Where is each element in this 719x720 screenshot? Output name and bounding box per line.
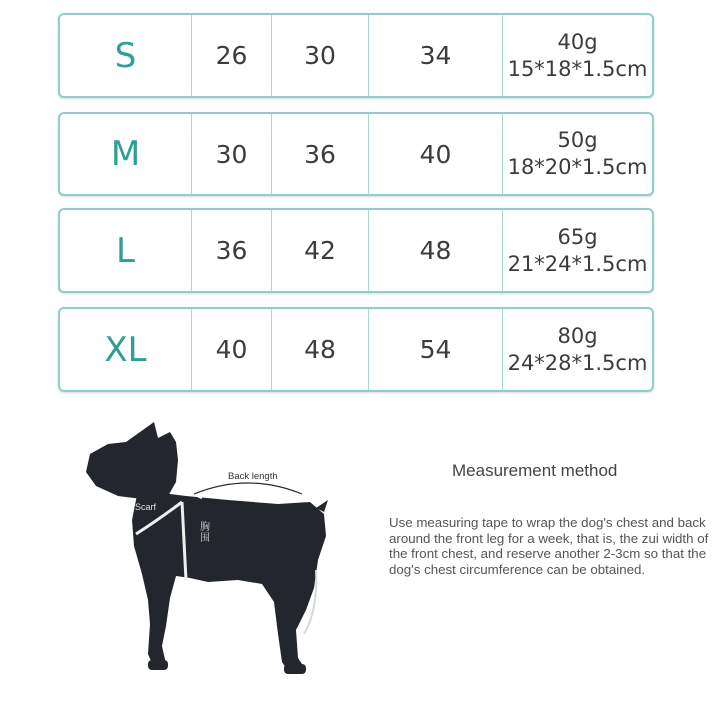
size-row-s bbox=[58, 13, 654, 98]
weight-dimensions bbox=[503, 210, 652, 291]
weight-dimensions bbox=[503, 309, 652, 390]
chest-label: 胸围 bbox=[200, 522, 210, 544]
dimensions-value: 24*28*1.5cm bbox=[507, 350, 648, 375]
measure-value-1: 36 bbox=[192, 210, 272, 291]
measure-value-3: 48 bbox=[369, 210, 503, 291]
size-label: S bbox=[60, 15, 192, 96]
size-label: M bbox=[60, 114, 192, 194]
measure-value-2: 48 bbox=[272, 309, 369, 390]
back-length-label: Back length bbox=[228, 471, 278, 482]
weight-value: 80g bbox=[557, 323, 598, 348]
measure-value-3: 54 bbox=[369, 309, 503, 390]
measure-value-3: 34 bbox=[369, 15, 503, 96]
size-row-xl bbox=[58, 307, 654, 392]
weight-dimensions bbox=[503, 114, 652, 194]
measure-value-1: 30 bbox=[192, 114, 272, 194]
dog-silhouette bbox=[86, 422, 328, 674]
method-title: Measurement method bbox=[452, 461, 618, 480]
weight-value: 40g bbox=[557, 29, 598, 54]
weight-value: 50g bbox=[557, 128, 598, 152]
measure-value-2: 42 bbox=[272, 210, 369, 291]
size-row-m bbox=[58, 112, 654, 196]
dog-silhouette-figure bbox=[78, 420, 338, 685]
measure-value-1: 26 bbox=[192, 15, 272, 96]
size-row-l bbox=[58, 208, 654, 293]
dimensions-value: 21*24*1.5cm bbox=[507, 251, 648, 276]
weight-value: 65g bbox=[557, 224, 598, 249]
measure-value-3: 40 bbox=[369, 114, 503, 194]
dimensions-value: 15*18*1.5cm bbox=[507, 56, 648, 81]
size-label: L bbox=[60, 210, 192, 291]
measure-value-2: 30 bbox=[272, 15, 369, 96]
measure-value-1: 40 bbox=[192, 309, 272, 390]
scarf-label: Scarf bbox=[135, 502, 157, 512]
measure-value-2: 36 bbox=[272, 114, 369, 194]
weight-dimensions bbox=[503, 15, 652, 96]
dimensions-value: 18*20*1.5cm bbox=[507, 155, 648, 179]
size-label: XL bbox=[60, 309, 192, 390]
method-description: Use measuring tape to wrap the dog's chest and back around the front leg for a week, that is, the zui width of the front chest, and reserve another 2-3cm so that the dog's chest circumference can be obtained. bbox=[389, 515, 709, 577]
